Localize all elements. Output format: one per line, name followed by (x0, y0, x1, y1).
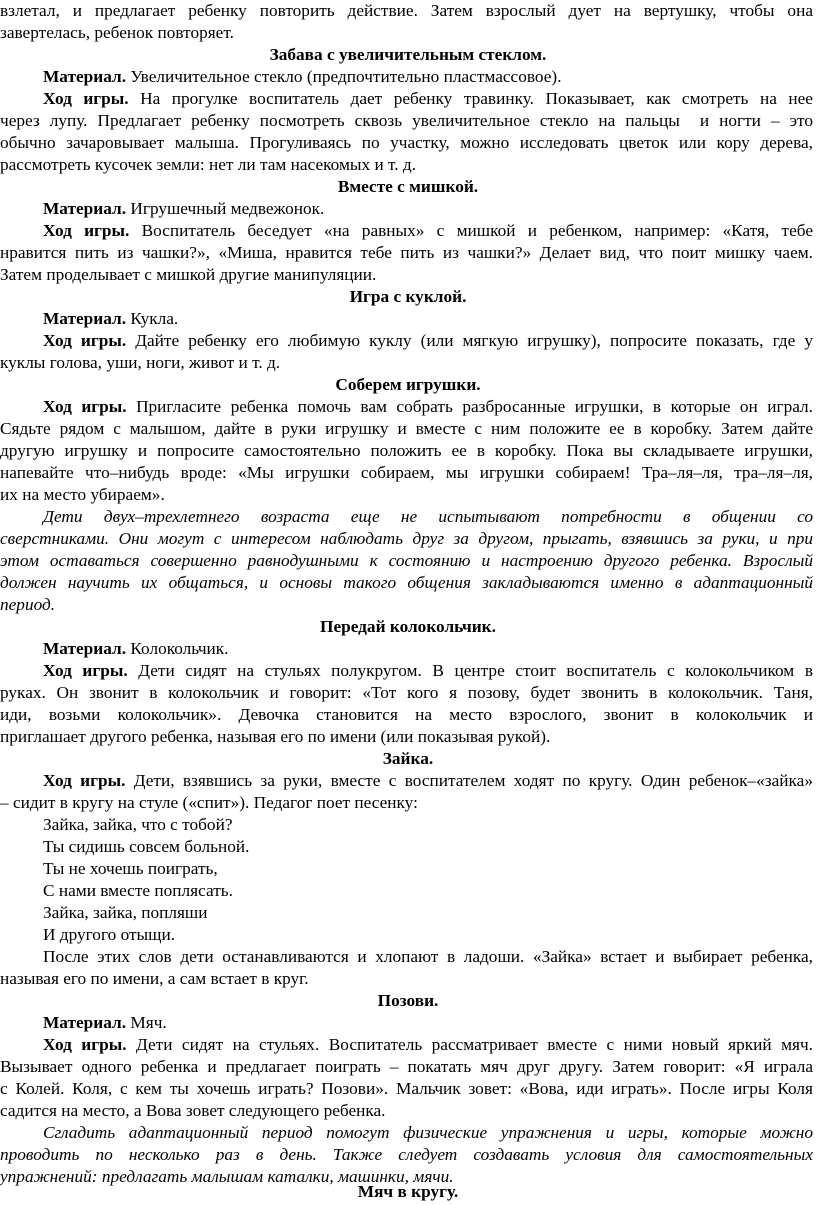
note-line: проводить по несколько раз в день. Также следует создавать условия для самостоятельных (0, 1145, 813, 1164)
note-line: упражнений: предлагать малышам каталки, машинки, мячи. (0, 1167, 454, 1186)
intro-line: завертелась, ребенок повторяет. (0, 23, 234, 42)
material-text: Колокольчик. (130, 639, 229, 658)
game-label: Ход игры. (43, 397, 127, 416)
material-text: Игрушечный медвежонок. (130, 199, 325, 218)
material-text: Увеличительное стекло (предпочтительно пластмассовое). (130, 67, 562, 86)
game-label: Ход игры. (43, 1035, 127, 1054)
game-line: другую игрушку и попросите самостоятельно положить ее в коробку. Пока вы складываете игрушки, (0, 441, 813, 460)
game-line (43, 396, 813, 418)
game-line: приглашает другого ребенка, называя его по имени (или показывая рукой). (0, 727, 551, 746)
game-line: нравится пить из чашки?», «Миша, нравится тебе пить из чашки?» Делает вид, что поит мишку чаем. (0, 243, 813, 262)
game-text: Дети сидят на стульях. Воспитатель рассматривает вместе с ними новый яркий мяч. (136, 1035, 813, 1054)
game-label: Ход игры. (43, 331, 127, 350)
game-line: обычно зачаровывает малыша. Прогуливаясь по участку, можно исследовать цветок или кору дерева, (0, 133, 813, 152)
game-line (43, 1034, 813, 1056)
material-text: Мяч. (130, 1013, 167, 1032)
material-line (43, 638, 813, 660)
game-text: На прогулке воспитатель дает ребенку травинку. Показывает, как смотреть на нее (140, 89, 813, 108)
game-line: Вызывает одного ребенка и предлагает поиграть – покатать мяч друг другу. Затем говорит: «Я играла (0, 1057, 813, 1076)
section-title: Позови. (377, 991, 439, 1010)
material-line (43, 198, 813, 220)
section-title: Игра с куклой. (349, 287, 467, 306)
game-label: Ход игры. (43, 89, 129, 108)
game-line: садится на место, а Вова зовет следующего ребенка. (0, 1101, 386, 1120)
game-label: Ход игры. (43, 771, 126, 790)
material-label: Материал. (43, 309, 127, 328)
game-text: Дети сидят на стульях полукругом. В центре стоит воспитатель с колокольчиком в (138, 661, 813, 680)
note-line: должен научить их общаться, и основы такого общения закладываются именно в адаптационный (0, 573, 813, 592)
game-line: руках. Он звонит в колокольчик и говорит: «Тот кого я позову, будет звонить в колокольчик. Таня, (0, 683, 813, 702)
game-text: Воспитатель беседует «на равных» с мишкой и ребенком, например: «Катя, тебе (141, 221, 813, 240)
game-line: через лупу. Предлагает ребенку посмотреть сквозь увеличительное стекло на пальцы и ногти – это (0, 111, 813, 130)
note-line: период. (0, 595, 56, 614)
section-title: Забава с увеличительным стеклом. (269, 45, 547, 64)
material-line (43, 66, 813, 88)
game-line: рассмотреть кусочек земли: нет ли там насекомых и т. д. (0, 155, 417, 174)
game-label: Ход игры. (43, 661, 128, 680)
game-line: называя его по имени, а сам встает в круг. (0, 969, 309, 988)
game-line: Затем проделывает с мишкой другие манипуляции. (0, 265, 377, 284)
game-line: – сидит в кругу на стуле («спит»). Педагог поет песенку: (0, 793, 418, 812)
material-text: Кукла. (130, 309, 179, 328)
material-label: Материал. (43, 67, 127, 86)
material-line (43, 1012, 813, 1034)
game-label: Ход игры. (43, 221, 130, 240)
song-line: Ты сидишь совсем больной. (43, 837, 250, 856)
material-line (43, 308, 813, 330)
game-text: Дети, взявшись за руки, вместе с воспитателем ходят по кругу. Один ребенок–«зайка» (133, 771, 813, 790)
game-line: Сядьте рядом с малышом, дайте в руки игрушку и вместе с ним положите ее в коробку. Затем дайте (0, 419, 813, 438)
game-line (43, 88, 813, 110)
song-line: Ты не хочешь поиграть, (43, 859, 218, 878)
song-line: Зайка, зайка, что с тобой? (43, 815, 233, 834)
game-line (43, 220, 813, 242)
game-line: их на место убираем». (0, 485, 165, 504)
material-label: Материал. (43, 199, 127, 218)
section-title: Соберем игрушки. (335, 375, 481, 394)
section-title: Мяч в кругу. (357, 1182, 459, 1201)
game-line (43, 770, 813, 792)
note-line: Дети двух–трехлетнего возраста еще не испытывают потребности в общении со (43, 507, 813, 526)
note-line: Сгладить адаптационный период помогут физические упражнения и игры, которые можно (43, 1123, 813, 1142)
material-label: Материал. (43, 639, 127, 658)
note-line: этом оставаться совершенно равнодушными к состоянию и настроению другого ребенка. Взрослый (0, 551, 813, 570)
section-title: Передай колокольчик. (320, 617, 496, 636)
note-line: сверстниками. Они могут с интересом наблюдать друг за другом, прыгать, взявшись за руки, и при (0, 529, 813, 548)
intro-line: взлетал, и предлагает ребенку повторить действие. Затем взрослый дует на вертушку, чтобы она (0, 1, 813, 20)
game-line: куклы голова, уши, ноги, живот и т. д. (0, 353, 281, 372)
song-line: Зайка, зайка, попляши (43, 903, 208, 922)
game-line: иди, возьми колокольчик». Девочка становится на место взрослого, звонит в колокольчик и (0, 705, 813, 724)
song-line: С нами вместе поплясать. (43, 881, 233, 900)
material-label: Материал. (43, 1013, 127, 1032)
game-line (43, 660, 813, 682)
section-title: Зайка. (382, 749, 434, 768)
game-text: Дайте ребенку его любимую куклу (или мягкую игрушку), попросите показать, где у (135, 331, 813, 350)
game-text: Пригласите ребенка помочь вам собрать разбросанные игрушки, в которые он играл. (136, 397, 813, 416)
game-line: напевайте что–нибудь вроде: «Мы игрушки собираем, мы игрушки собираем! Тра–ля–ля, тра–ля–ля, (0, 463, 813, 482)
section-title: Вместе с мишкой. (337, 177, 479, 196)
game-line: После этих слов дети останавливаются и хлопают в ладоши. «Зайка» встает и выбирает ребенка, (43, 947, 813, 966)
game-line: с Колей. Коля, с кем ты хочешь играть? Позови». Мальчик зовет: «Вова, иди играть». После игры Коля (0, 1079, 813, 1098)
song-line: И другого отыщи. (43, 925, 176, 944)
game-line (43, 330, 813, 352)
